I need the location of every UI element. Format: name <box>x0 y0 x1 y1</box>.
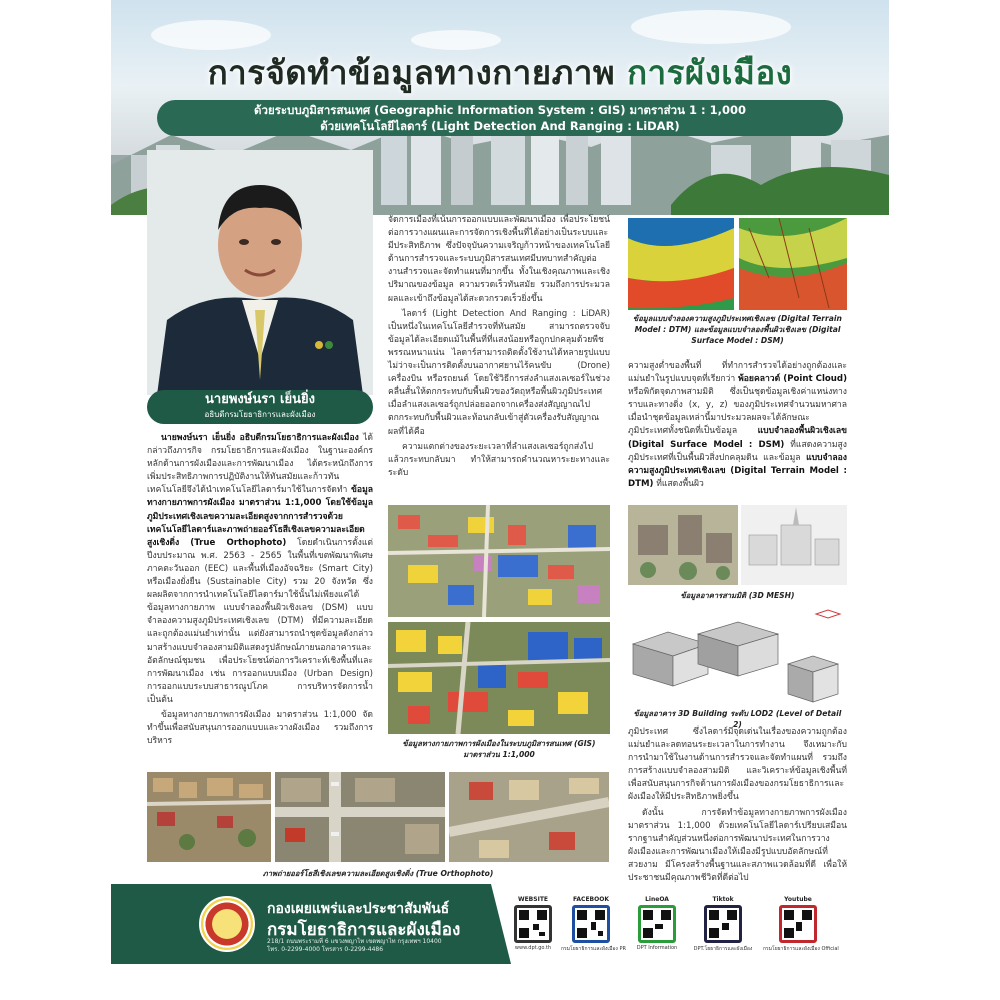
social-caption: กรมโยธาธิการและผังเมือง Official <box>763 946 839 952</box>
social-youtube[interactable] <box>763 896 839 953</box>
social-caption: www.dpt.go.th <box>514 945 552 951</box>
social-lineoa[interactable] <box>627 896 687 951</box>
dsm-image <box>739 218 847 310</box>
gis-map-image-2 <box>388 622 610 734</box>
social-label: Tiktok <box>712 896 734 903</box>
social-label: LineOA <box>645 896 669 903</box>
social-caption: DPT.โยธาธิการและผังเมือง <box>693 946 753 952</box>
title-part1: การจัดทำข้อมูลทางกายภาพ <box>207 53 616 92</box>
social-facebook[interactable] <box>561 896 626 953</box>
col1-bold-b: ข้อมูลทางกายภาพการผังเมือง มาตราส่วน 1:1,000 โดยใช้ข้อมูลภูมิประเทศเชิงเลขความละเอียดสูงจากการสำรวจด้วยเทคโนโลยีไลดาร์และภาพถ่ายออร์โธสีเชิงเลขความละเอียดสูงเชิงดิ่ง (True Orthophoto) <box>147 485 373 548</box>
qr-code-icon <box>572 905 610 943</box>
column-2 <box>388 214 610 482</box>
ortho-image-1 <box>147 772 271 862</box>
subtitle-line1: ด้วยระบบภูมิสารสนเทศ (Geographic Information System : GIS) มาตราส่วน 1 : 1,000 <box>254 103 746 117</box>
footer-org-line1: กองเผยแพร่และประชาสัมพันธ์ <box>267 901 450 917</box>
col3-paragraph-1 <box>628 360 847 491</box>
gis-caption-line1: ข้อมูลทางกายภาพการผังเมืองในระบบภูมิสารสนเทศ (GIS) <box>402 739 596 748</box>
col1-paragraph-2: ข้อมูลทางกายภาพการผังเมือง มาตราส่วน 1:1,000 จัดทำขึ้นเพื่อสนับสนุนการออกแบบและวางผังเมือง รวมถึงการบริหาร <box>147 709 373 747</box>
col3-text-b: หรือพิกัดจุดภาพสามมิติ ซึ่งเป็นชุดข้อมูลเชิงค่าแหน่งทางราบและทางดิ่ง (x, y, z) ของภูมิประเทศจำนวนมหาศาล เมื่อนำชุดข้อมูลเหล่านี้มาประมวลผลจะได้ลักษณะภูมิประเทศทั้งชนิดที่เป็นข้อมูล <box>628 387 847 437</box>
poster <box>111 0 889 1000</box>
name-plate <box>147 390 373 424</box>
footer-org-line2: กรมโยธาธิการและผังเมือง <box>267 920 461 940</box>
main-title <box>111 46 889 99</box>
lod2-image <box>628 604 847 704</box>
qr-code-icon <box>514 905 552 943</box>
col3-paragraph-3: ดังนั้น การจัดทำข้อมูลทางกายภาพการผังเมือง มาตราส่วน 1:1,000 ด้วยเทคโนโลยีไลดาร์เปรียบเสมือนรากฐานสำคัญส่วนหนึ่งต่อการพัฒนาประเทศในการวางผังเมืองและการพัฒนาเมืองให้เมืองมีรูปแบบอัตลักษณ์ที่สวยงาม มีโครงสร้างพื้นฐานและสภาพแวดล้อมที่ดี เพื่อให้ประชาชนมีคุณภาพชีวิตที่ดีต่อไป <box>628 807 847 884</box>
social-tiktok[interactable] <box>693 896 753 953</box>
ortho-image-2 <box>275 772 445 862</box>
col3-bold-pointcloud: พ้อยคลาวด์ (Point Cloud) <box>738 374 848 385</box>
footer-address: 218/1 ถนนพระรามที่ 6 แขวงพญาไท เขตพญาไท กรุงเทพฯ 10400 <box>267 938 442 945</box>
social-caption: กรมโยธาธิการและผังเมือง PR <box>561 946 626 952</box>
social-label: FACEBOOK <box>573 896 609 903</box>
mesh-image-2 <box>741 505 847 585</box>
social-caption: DPT Information <box>636 945 678 951</box>
column-1 <box>147 432 373 750</box>
col3-paragraph-2: ภูมิประเทศ ซึ่งไลดาร์มีจุดเด่นในเรื่องของความถูกต้องแม่นยำและลดทอนระยะเวลาในการทำงาน จึงเหมาะกับการนำมาใช้ในงานด้านการสำรวจและจัดทำแผนที่ รวมถึงการสร้างแบบจำลองสามมิติ และวิเคราะห์ข้อมูลเชิงพื้นที่ เพื่อสนับสนุนการกิจด้านการผังเมืองของกรมโยธาธิการและผังเมืองให้มีประสิทธิภาพยิ่งขึ้น <box>628 727 847 803</box>
dtm-image <box>628 218 734 310</box>
footer-address-block <box>267 938 487 954</box>
qr-code-icon <box>638 905 676 943</box>
subtitle-band <box>157 100 843 136</box>
social-label: Youtube <box>784 896 812 903</box>
gis-caption-line2: มาตราส่วน 1:1,000 <box>463 750 535 759</box>
title-part2: การผังเมือง <box>627 53 793 92</box>
ortho-caption: ภาพถ่ายออร์โธสีเชิงเลขความละเอียดสูงเชิงดิ่ง (True Orthophoto) <box>262 869 494 878</box>
col1-paragraph-1 <box>147 432 373 707</box>
col3-text-c: ที่แสดงความสูงภูมิประเทศที่เป็นพื้นผิวสิ่งปกคลุมดิน และข้อมูล <box>628 439 847 463</box>
footer-phone: โทร. 0-2299-4000 โทรสาร 0-2299-4486 <box>267 946 384 953</box>
mesh-image-1 <box>628 505 738 585</box>
column-3-top <box>628 360 847 493</box>
qr-code-icon <box>779 905 817 943</box>
gis-caption <box>388 738 610 760</box>
column-3-bottom <box>628 726 847 887</box>
mesh-caption: ข้อมูลอาคารสามมิติ (3D MESH) <box>680 591 795 600</box>
director-portrait <box>147 150 373 395</box>
col1-text-a: ได้กล่าวถึงภารกิจ กรมโยธาธิการและผังเมือง ในฐานะองค์กรหลักด้านการผังเมืองและการพัฒนาเมือง ได้ตระหนักถึงการเพิ่มประสิทธิภาพการปฏิบัติงานให้ทันสมัยและก้าวทันเทคโนโลยีจึงได้นำเทคโนโลยีไลดาร์มาใช้ในการจัดทำ <box>147 433 374 496</box>
ortho-image-3 <box>449 772 609 862</box>
col2-paragraph-3: ความแตกต่างของระยะเวลาที่ลำแสงเลเซอร์ถูกส่งไปแล้วกระทบกลับมา ทำให้สามารถคำนวณหาระยะทางและระดับ <box>388 441 610 478</box>
gis-map-image-1 <box>388 505 610 617</box>
lod2-caption: ข้อมูลอาคาร 3D Building ระดับ LOD2 (Level of Detail 2) <box>633 709 842 729</box>
qr-code-icon <box>704 905 742 943</box>
col3-text-a: ความสูงต่ำของพื้นที่ ที่ทำการสำรวจได้อย่างถูกต้องและแม่นยำในรูปแบบจุดที่เรียกว่า <box>628 361 847 385</box>
col3-text-d: ที่แสดงพื้นผิว <box>656 478 704 489</box>
social-label: WEBSITE <box>517 896 549 903</box>
person-position: อธิบดีกรมโยธาธิการและผังเมือง <box>204 410 316 419</box>
col3-bold-dsm: แบบจำลองพื้นผิวเชิงเลข (Digital Surface Model : DSM) <box>628 426 847 450</box>
social-website[interactable] <box>503 896 563 951</box>
person-name: นายพงษ์นรา เย็นยิ่ง <box>205 392 315 407</box>
col2-paragraph-1: จัดการเมืองที่เน้นการออกแบบและพัฒนาเมือง เพื่อประโยชน์ต่อการวางแผนและการจัดการเชิงพื้นที่ได้อย่างเป็นระบบและมีประสิทธิภาพ ซึ่งปัจจุบันความเจริญก้าวหน้าของเทคโนโลยีด้านการสำรวจและระบบภูมิสารสนเทศมีบทบาทสำคัญต่องานสำรวจและจัดทำแผนที่มากขึ้น ทั้งในเชิงคุณภาพและเชิงปริมาณของข้อมูล ความรวดเร็วทันสมัย รวมถึงการประมวลผลและเข้าถึงข้อมูลได้สะดวกรวดเร็วยิ่งขึ้น <box>388 215 610 304</box>
col2-paragraph-2: ไลดาร์ (Light Detection And Ranging : LiDAR) เป็นหนึ่งในเทคโนโลยีสำรวจที่ทันสมัย สามารถตรวจจับข้อมูลได้ละเอียดแม้ในพื้นที่ที่แสงน้อยหรือถูกปกคลุมด้วยพืชพรรณหนาแน่น ไลดาร์สามารถติดตั้งใช้งานได้หลายรูปแบบ ไม่ว่าจะเป็นการติดตั้งบนอากาศยานไร้คนขับ (Drone) เครื่องบิน หรือรถยนต์ โดยใช้วิธีการส่งลำแสงเลเซอร์ในช่วงคลื่นสั้นให้ตกกระทบกับพื้นผิวของวัตถุหรือพื้นผิวภูมิประเทศ เมื่อลำแสงเลเซอร์ถูกปล่อยออกจากเครื่องส่งสัญญาณไปตกกระทบกับพื้นผิวและท้อนกลับเข้าสู่ตัวเครื่องรับสัญญาณ ผลที่ได้คือ <box>388 308 610 437</box>
subtitle-line2: ด้วยเทคโนโลยีไลดาร์ (Light Detection And Ranging : LiDAR) <box>320 119 680 133</box>
col3-bold-dtm: แบบจำลองความสูงภูมิประเทศเชิงเลข (Digital Terrain Model : DTM) <box>628 452 847 489</box>
footer <box>111 884 889 964</box>
dtm-dsm-caption: ข้อมูลแบบจำลองความสูงภูมิประเทศเชิงเลข (Digital Terrain Model : DTM) และข้อมูลแบบจำลองพื้นผิวเชิงเลข (Digital Surface Model : DSM) <box>633 314 842 345</box>
col1-text-b: โดยดำเนินการตั้งแต่ปีงบประมาณ พ.ศ. 2563 - 2565 ในพื้นที่เขตพัฒนาพิเศษภาคตะวันออก (EEC) และพื้นที่เมืองอัจฉริยะ (Smart City) หรือเมืองยั่งยืน (Sustainable City) รวม 20 จังหวัด ซึ่งผลผลิตจากการนำเทคโนโลยีไลดาร์มาใช้นั้นไม่เพียงแค่ได้ข้อมูลทางกายภาพ แบบจำลองพื้นผิวเชิงเลข (DSM) แบบจำลองความสูงภูมิประเทศเชิงเลข (DTM) ที่มีความละเอียดและถูกต้องแม่นยำเท่านั้น แต่ยังสามารถนำชุดข้อมูลดังกล่าวมาสร้างแบบจำลองสามมิติแสดงรูปลักษณ์ภายนอกอาคารและอัตลักษณ์ชุมชน เพื่อประโยชน์ต่อการวิเคราะห์เชิงพื้นที่และการพัฒนาเมือง เช่น การออกแบบเมือง (Urban Design) การออกแบบระบบสาธารณูปโภค การบริหารจัดการน้ำ เป็นต้น <box>147 537 373 705</box>
department-seal-logo <box>199 896 255 952</box>
col1-lead-bold: นายพงษ์นรา เย็นยิ่ง อธิบดีกรมโยธาธิการและผังเมือง <box>161 433 359 443</box>
